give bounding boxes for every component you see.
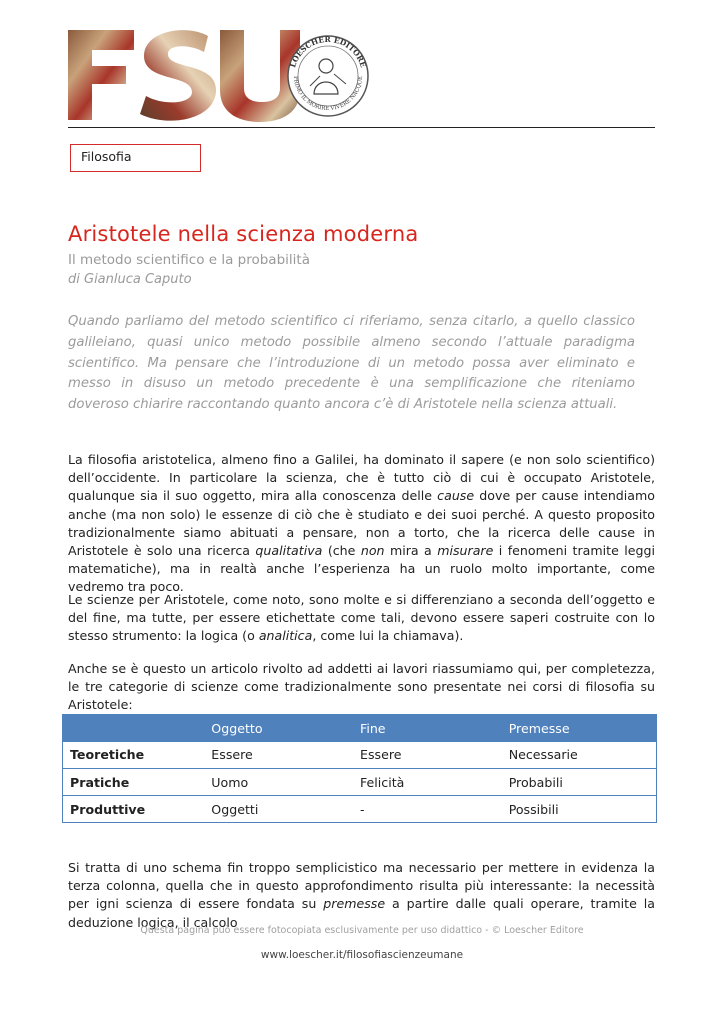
- body-paragraph-1: La filosofia aristotelica, almeno fino a Galilei, ha dominato il sapere (e non solo scientifico) dell’occidente. In particolare la scienza, che è tutto ciò di cui è occupato Aristotele, qualunque sia il suo oggetto, mira alla conoscenza delle cause dove per cause intendiamo anche (ma non solo) le essenze di ciò che è studiato e dei suoi perché. A questo proposito tradizionalmente siamo abituati a pensare, non a torto, che la ricerca delle cause in Aristotele è solo una ricerca qualitativa (che non mira a misurare i fenomeni tramite leggi matematiche), ma in realtà anche l’esperienza ha un ruolo molto importante, come vedremo tra poco.: [68, 452, 655, 595]
- science-categories-table: [62, 714, 657, 823]
- logo-letter-f: [68, 30, 134, 120]
- table-row-header: Teoretiche: [70, 747, 145, 763]
- category-label: Filosofia: [70, 144, 201, 172]
- table-cell: Essere: [360, 747, 402, 763]
- footer-url-link[interactable]: www.loescher.it/filosofiascienzeumane: [260, 949, 464, 961]
- fsu-logo: [68, 30, 378, 122]
- table-header-cell: Fine: [360, 720, 386, 736]
- table-cell: Uomo: [211, 774, 249, 790]
- table-cell: Oggetti: [211, 801, 259, 817]
- article-title: Aristotele nella scienza moderna: [68, 222, 419, 246]
- table-header-cell: [63, 715, 212, 742]
- table-header-cell: Oggetto: [211, 720, 263, 736]
- table-header-row: [63, 715, 657, 742]
- table-cell: Probabili: [508, 774, 563, 790]
- table-cell: Necessarie: [508, 747, 578, 763]
- table-row: [63, 796, 657, 823]
- fsu-logo-graphic: [68, 30, 378, 122]
- table-cell: Essere: [211, 747, 253, 763]
- body-paragraph-4: Si tratta di uno schema fin troppo semplicistico ma necessario per mettere in evidenza la terza colonna, quella che in questo approfondimento risulta più interessante: la necessità per igni scienza di essere fondata su premesse a partire dalle quali operare, tramite la deduzione logica, il calcolo: [68, 860, 655, 930]
- svg-text:PRIMO IL MORIRE VIVERE NACQUE: PRIMO IL MORIRE VIVERE NACQUE: [291, 75, 365, 113]
- table-row: [63, 742, 657, 769]
- article-abstract: Quando parliamo del metodo scientifico ci riferiamo, senza citarlo, a quello classico galileiano, quasi unico metodo possibile almeno secondo l’attuale paradigma scientifico. Ma pensare che l’introduzione di un metodo possa aver eliminato e messo in disuso un metodo precedente è una semplificazione che riteniamo doveroso chiarire raccontando quanto ancora c’è di Aristotele nella scienza attuali.: [68, 314, 635, 413]
- table-cell: -: [360, 801, 365, 817]
- header-rule: [68, 127, 655, 128]
- table-row-header: Produttive: [70, 801, 146, 817]
- article-author: di Gianluca Caputo: [68, 272, 192, 287]
- logo-letter-s: [140, 30, 216, 121]
- svg-text:LOESCHER EDITORE: LOESCHER EDITORE: [288, 34, 368, 69]
- table-cell: Possibili: [508, 801, 559, 817]
- loescher-seal: [288, 35, 368, 116]
- table-header-cell: Premesse: [508, 720, 570, 736]
- table-row: [63, 769, 657, 796]
- table-row-header: Pratiche: [70, 774, 130, 790]
- body-paragraph-3: Anche se è questo un articolo rivolto ad addetti ai lavori riassumiamo qui, per completezza, le tre categorie di scienze come tradizionalmente sono presentate nei corsi di filosofia su Aristotele:: [68, 661, 655, 713]
- body-paragraph-2: Le scienze per Aristotele, come noto, sono molte e si differenziano a seconda dell’oggetto e del fine, ma tutte, per essere etichettate come tali, devono essere saperi costruite con lo stesso strumento: la logica (o analitica, come lui la chiamava).: [68, 592, 655, 644]
- footer-copyright-note: Questa pagina può essere fotocopiata esclusivamente per uso didattico - © Loescher Editore: [140, 925, 584, 936]
- article-subtitle: Il metodo scientifico e la probabilità: [68, 252, 310, 268]
- table-cell: Felicità: [360, 774, 405, 790]
